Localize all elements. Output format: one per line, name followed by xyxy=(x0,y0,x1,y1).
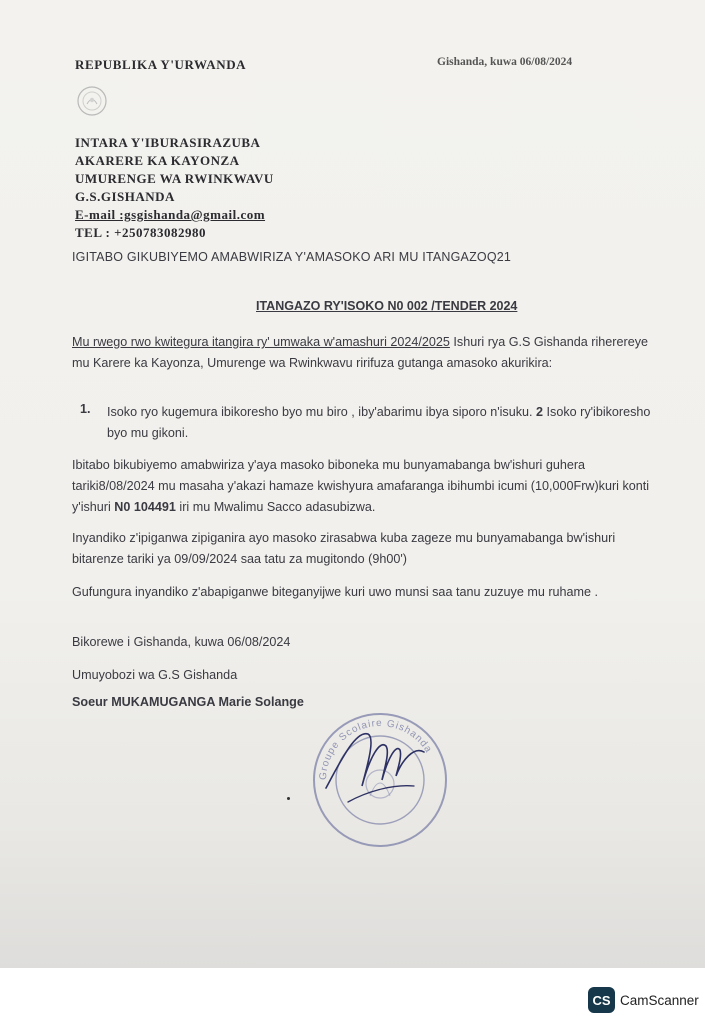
purchase-text-b: iri mu Mwalimu Sacco adasubizwa. xyxy=(175,500,376,514)
intro-paragraph xyxy=(72,332,662,374)
list-item2-number: 2 xyxy=(532,405,544,419)
telephone-line: TEL : +250783082980 xyxy=(75,225,207,240)
school-name-line: G.S.GISHANDA xyxy=(75,189,175,204)
list-item2-text: Isoko ry'ibikoresho byo mu gikoni. xyxy=(107,405,651,440)
school-stamp xyxy=(296,700,462,850)
tender-title: ITANGAZO RY'ISOKO N0 002 /TENDER 2024 xyxy=(256,299,518,313)
intro-underlined-text: Mu rwego rwo kwitegura itangira ry' umwaka w'amashuri 2024/2025 xyxy=(72,335,450,349)
purchase-text-a: Ibitabo bikubiyemo amabwiriza y'aya masoko biboneka mu bunyamabanga bw'ishuri guhera tariki8/08/2024 mu masaha y'akazi hamaze kwishyura amafaranga ibihumbi icumi (10,000Frw)kuri konti y'ishuri xyxy=(72,458,650,514)
email-line: E-mail :gsgishanda@gmail.com xyxy=(75,207,266,222)
province-line: INTARA Y'IBURASIRAZUBA xyxy=(75,135,261,150)
intro-rest-text: Ishuri rya G.S Gishanda riherereye mu Karere ka Kayonza, Umurenge wa Rwinkwavu ririfuza gutanga amasoko akurikira: xyxy=(72,335,648,370)
list-number: 1. xyxy=(80,402,91,416)
district-line: AKARERE KA KAYONZA xyxy=(75,153,240,168)
camscanner-logo-icon: CS xyxy=(588,987,615,1013)
camscanner-label: CamScanner xyxy=(620,992,699,1008)
national-emblem-icon xyxy=(76,85,108,117)
document-heading: IGITABO GIKUBIYEMO AMABWIRIZA Y'AMASOKO ARI MU ITANGAZOQ21 xyxy=(72,250,512,264)
list-item xyxy=(107,402,672,444)
republic-heading: REPUBLIKA Y'URWANDA xyxy=(75,57,247,72)
place-date: Gishanda, kuwa 06/08/2024 xyxy=(437,56,573,68)
account-number: N0 104491 xyxy=(114,500,176,514)
opening-paragraph: Gufungura inyandiko z'abapiganwe biteganyijwe kuri uwo munsi saa tanu zuzuye mu ruhame . xyxy=(72,585,599,599)
ink-dot xyxy=(287,797,290,800)
done-at-line: Bikorewe i Gishanda, kuwa 06/08/2024 xyxy=(72,635,291,649)
director-title: Umuyobozi wa G.S Gishanda xyxy=(72,668,238,682)
stamp-text: Groupe Scolaire Gishanda xyxy=(317,717,434,781)
deadline-paragraph: Inyandiko z'ipiganwa zipiganira ayo masoko zirasabwa kuba zageze mu bunyamabanga bw'ishuri bitarenze tariki ya 09/09/2024 saa tatu za mugitondo (9h00') xyxy=(72,531,616,566)
signatory-name: Soeur MUKAMUGANGA Marie Solange xyxy=(72,695,304,709)
camscanner-watermark xyxy=(588,987,699,1013)
purchase-paragraph xyxy=(72,455,662,518)
school-address-block xyxy=(75,134,274,242)
sector-line: UMURENGE WA RWINKWAVU xyxy=(75,171,274,186)
list-item-text: Isoko ryo kugemura ibikoresho byo mu biro , iby'abarimu ibya siporo n'isuku. xyxy=(107,405,533,419)
